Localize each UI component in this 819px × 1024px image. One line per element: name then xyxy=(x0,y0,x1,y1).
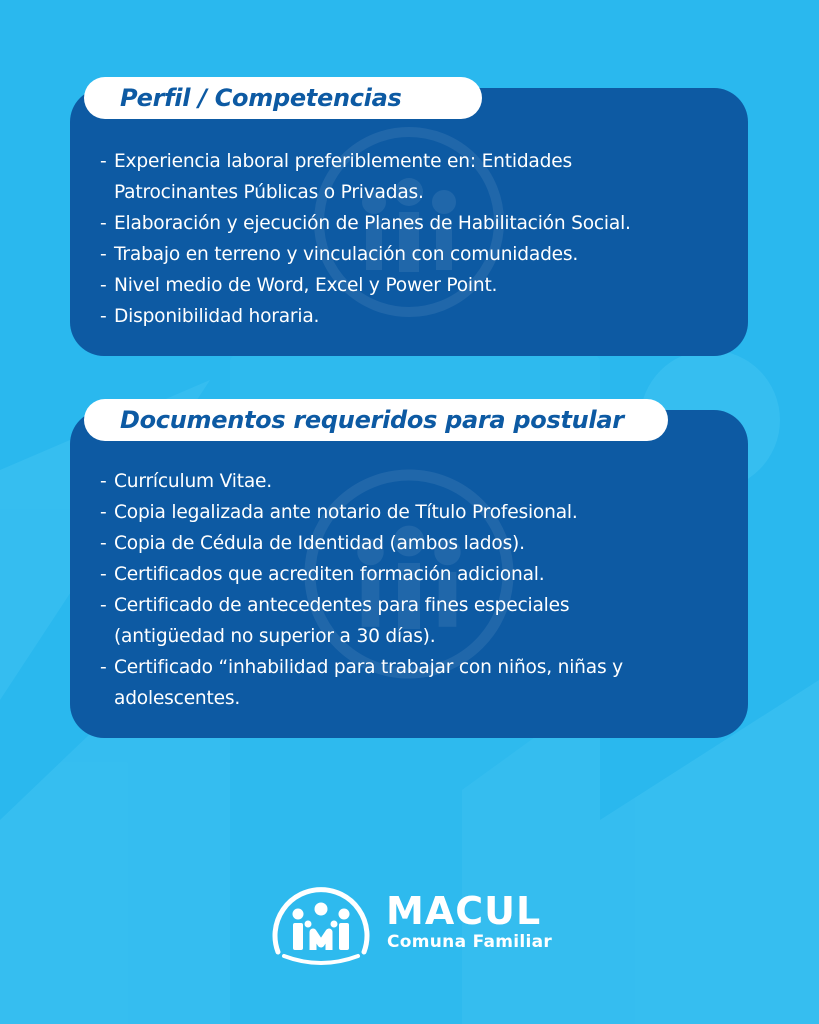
documents-list xyxy=(100,466,748,714)
list-item: - Disponibilidad horaria. xyxy=(100,306,320,327)
list-item: - Trabajo en terreno y vinculación con comunidades. xyxy=(100,244,579,265)
family-figures-logo-icon xyxy=(270,886,372,968)
profile-list xyxy=(100,146,748,332)
list-item: - Certificado de antecedentes para fines especiales (antigüedad no superior a 30 días). xyxy=(100,595,570,647)
list-item: - Nivel medio de Word, Excel y Power Point. xyxy=(100,275,498,296)
list-item: - Currículum Vitae. xyxy=(100,471,272,492)
macul-logo xyxy=(270,886,560,968)
logo-subtitle: Comuna Familiar xyxy=(387,932,553,952)
list-item: - Copia de Cédula de Identidad (ambos lados). xyxy=(100,533,525,554)
list-item: - Elaboración y ejecución de Planes de Habilitación Social. xyxy=(100,213,631,234)
logo-name: MACUL xyxy=(386,889,542,933)
documents-heading: Documentos requeridos para postular xyxy=(84,399,668,441)
profile-card xyxy=(70,88,748,356)
list-item: - Certificados que acrediten formación adicional. xyxy=(100,564,545,585)
list-item: - Copia legalizada ante notario de Título Profesional. xyxy=(100,502,578,523)
list-item: - Experiencia laboral preferiblemente en: Entidades Patrocinantes Públicas o Privadas. xyxy=(100,151,572,203)
documents-card xyxy=(70,410,748,738)
profile-heading: Perfil / Competencias xyxy=(84,77,482,119)
list-item: - Certificado “inhabilidad para trabajar con niños, niñas y adolescentes. xyxy=(100,657,623,709)
